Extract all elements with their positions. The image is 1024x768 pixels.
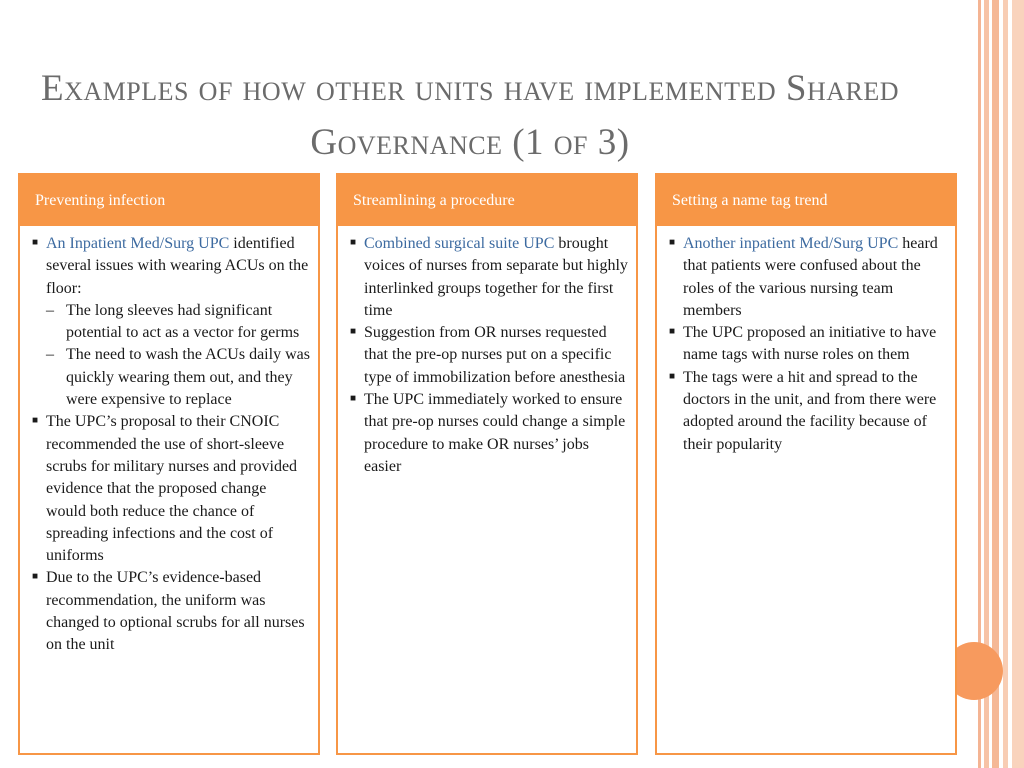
decorative-stripe <box>1003 0 1008 768</box>
highlighted-text: An Inpatient Med/Surg UPC <box>46 235 230 252</box>
bullet-item <box>350 389 628 478</box>
highlighted-text: Another inpatient Med/Surg UPC <box>683 235 899 252</box>
bullet-text: The tags were a hit and spread to the doctors in the unit, and from there were adopted around the facility because of their popularity <box>683 368 937 453</box>
bullet-item <box>350 233 628 322</box>
square-bullet-icon: ■ <box>350 326 357 338</box>
column-header: Streamlining a procedure <box>338 175 636 226</box>
bullet-list <box>657 226 955 456</box>
bullet-text: The UPC proposed an initiative to have name tags with nurse roles on them <box>683 324 937 364</box>
square-bullet-icon: ■ <box>350 393 357 405</box>
bullet-text: Suggestion from OR nurses requested that the pre-op nurses put on a specific type of immobilization before anesthesia <box>364 324 626 386</box>
bullet-item <box>32 567 310 656</box>
square-bullet-icon: ■ <box>669 326 676 338</box>
bullet-item <box>669 233 947 322</box>
sub-bullet-text: The long sleeves had significant potential to act as a vector for germs <box>66 301 300 342</box>
column-header: Preventing infection <box>20 175 318 226</box>
dash-bullet-icon: – <box>46 346 54 364</box>
bullet-item <box>32 411 310 567</box>
square-bullet-icon: ■ <box>32 415 39 427</box>
square-bullet-icon: ■ <box>350 237 357 248</box>
bullet-text: heard that patients were confused about the roles of the various nursing team members <box>683 235 938 319</box>
column-streamlining-procedure <box>336 173 638 755</box>
highlighted-text: Combined surgical suite UPC <box>364 235 555 252</box>
bullet-text: The UPC immediately worked to ensure that pre-op nurses could change a simple procedure to make OR nurses’ jobs easier <box>364 391 626 475</box>
square-bullet-icon: ■ <box>32 571 39 583</box>
column-preventing-infection <box>18 173 320 755</box>
slide-title: Examples of how other units have implemented Shared Governance (1 of 3) <box>40 68 900 163</box>
square-bullet-icon: ■ <box>32 237 39 248</box>
bullet-text: The UPC’s proposal to their CNOIC recommended the use of short-sleeve scrubs for military nurses and provided evidence that the proposed change would both reduce the chance of spreading infections and the cost of uniforms <box>46 413 298 565</box>
column-name-tag-trend <box>655 173 957 755</box>
bullet-item <box>32 233 310 411</box>
bullet-item <box>669 367 947 456</box>
bullet-text: identified several issues with wearing ACUs on the floor: <box>46 235 309 297</box>
sub-bullet-item <box>46 344 310 411</box>
bullet-item <box>350 322 628 389</box>
decorative-stripe <box>1012 0 1024 768</box>
bullet-list <box>20 226 318 657</box>
dash-bullet-icon: – <box>46 301 54 319</box>
bullet-list <box>338 226 636 478</box>
sub-bullet-text: The need to wash the ACUs daily was quickly wearing them out, and they were expensive to replace <box>66 346 310 409</box>
column-header: Setting a name tag trend <box>657 175 955 226</box>
sub-bullet-list <box>46 300 310 411</box>
bullet-text: brought voices of nurses from separate but highly interlinked groups together for the first time <box>364 235 628 319</box>
bullet-item <box>669 322 947 367</box>
square-bullet-icon: ■ <box>669 370 676 382</box>
sub-bullet-item <box>46 300 310 345</box>
bullet-text: Due to the UPC’s evidence-based recommendation, the uniform was changed to optional scrubs for all nurses on the unit <box>46 569 305 654</box>
square-bullet-icon: ■ <box>669 237 676 248</box>
